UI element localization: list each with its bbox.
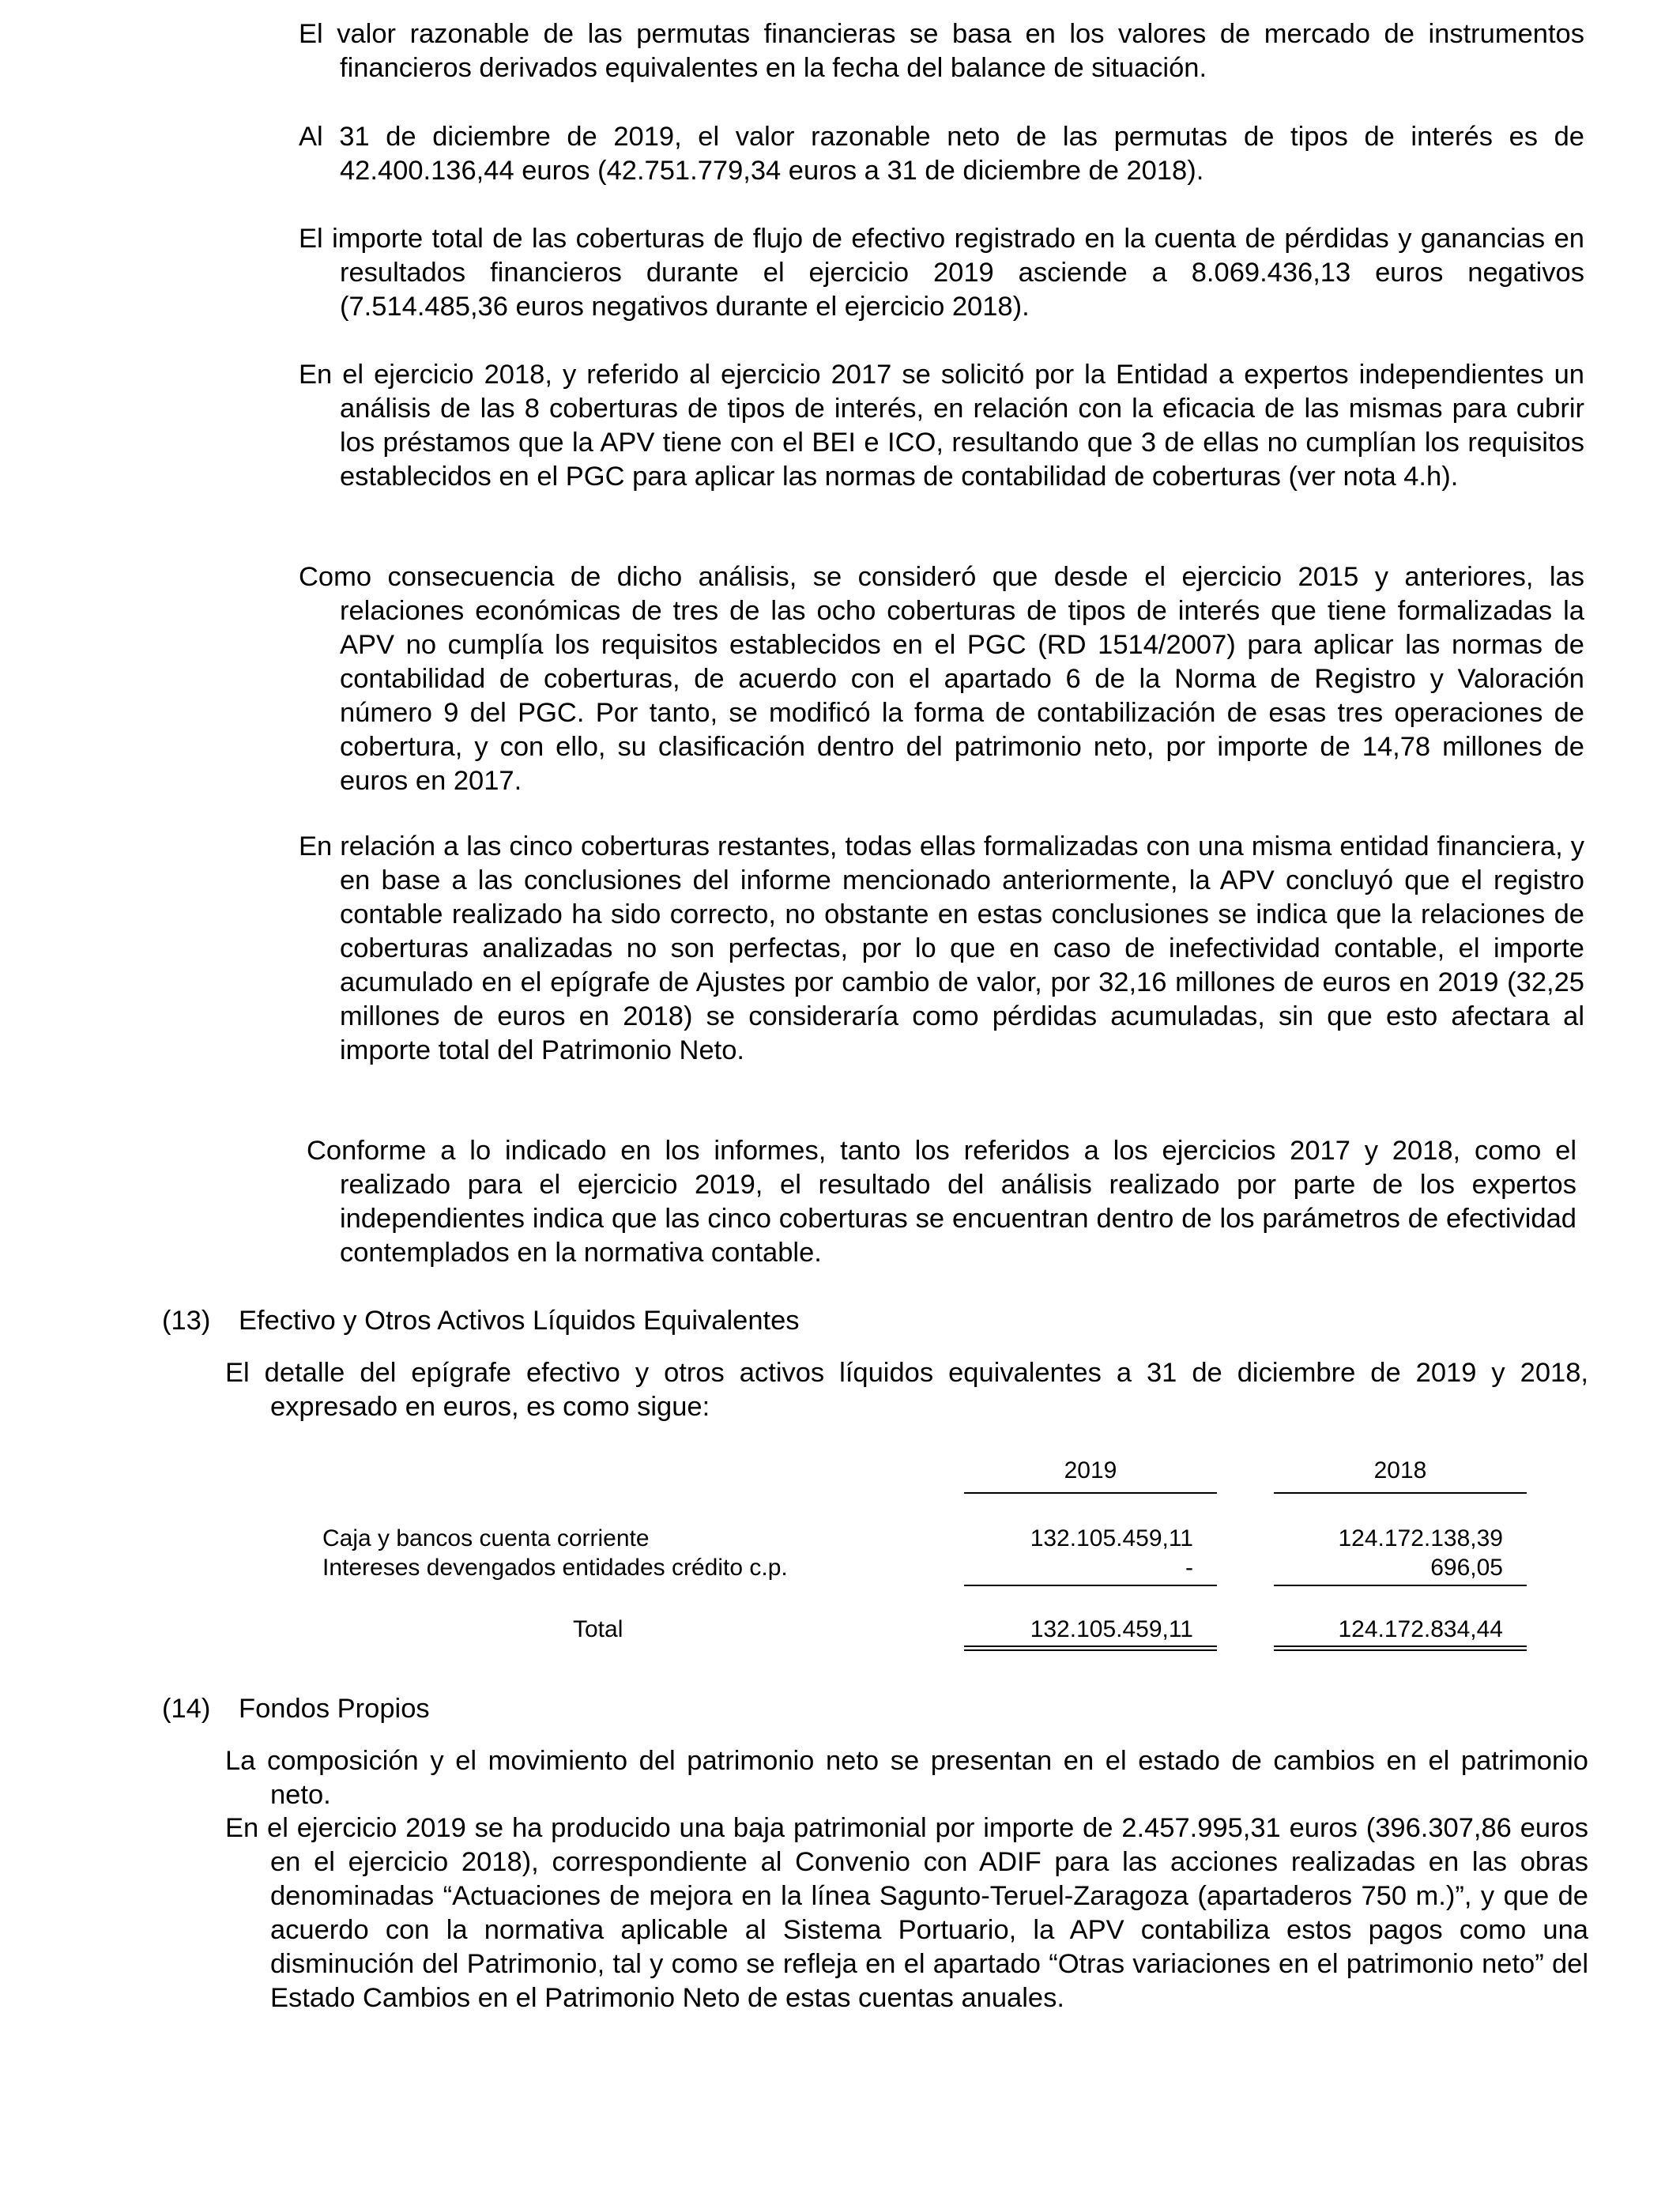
row-value-2018: 124.172.138,39	[1338, 1525, 1503, 1551]
total-value-2018: 124.172.834,44	[1338, 1616, 1503, 1642]
table-header-2018: 2018	[1373, 1457, 1427, 1483]
row-label-intereses: Intereses devengados entidades crédito c.p.	[322, 1555, 788, 1581]
section-13-title: Efectivo y Otros Activos Líquidos Equivalentes	[239, 1306, 800, 1336]
section-14-paragraph-adif: En el ejercicio 2019 se ha producido una baja patrimonial por importe de 2.457.995,31 euros (396.307,86 euros en el ejercicio 2018), correspondiente al Convenio con ADIF para las acciones realizadas en las obras denominadas “Actuaciones de mejora en la línea Sagunto-Teruel-Zaragoza (apartaderos 750 m.)”, y que de acuerdo con la normativa aplicable al Sistema Portuario, la APV contabiliza estos pagos como una disminución del Patrimonio, tal y como se refleja en el apartado “Otras variaciones en el patrimonio neto” del Estado Cambios en el Patrimonio Neto de estas cuentas anuales.	[225, 1813, 1588, 2013]
total-double-rule-2019	[964, 1646, 1217, 1651]
total-label: Total	[573, 1616, 623, 1642]
paragraph-expert-analysis: En el ejercicio 2018, y referido al ejercicio 2017 se solicitó por la Entidad a expertos independientes un análisis de las 8 coberturas de tipos de interés, en relación con la eficacia de las mismas para cubrir los préstamos que la APV tiene con el BEI e ICO, resultando que 3 de ellas no cumplían los requisitos establecidos en el PGC para aplicar las normas de contabilidad de coberturas (ver nota 4.h).	[299, 360, 1584, 492]
row-value-2019: 132.105.459,11	[1030, 1525, 1193, 1551]
total-value-2019: 132.105.459,11	[1030, 1616, 1193, 1642]
section-13-number: (13)	[162, 1306, 211, 1336]
section-14-number: (14)	[162, 1694, 211, 1724]
header-rule-2019	[964, 1492, 1217, 1494]
paragraph-cash-flow-hedges: El importe total de las coberturas de flujo de efectivo registrado en la cuenta de pérdidas y ganancias en resultados financieros durante el ejercicio 2019 asciende a 8.069.436,13 euros negativos (7.514.485,36 euros negativos durante el ejercicio 2018).	[299, 224, 1584, 322]
table-header-2019: 2019	[1064, 1457, 1117, 1483]
header-rule-2018	[1274, 1492, 1527, 1494]
section-14-paragraph-composition: La composición y el movimiento del patrimonio neto se presentan en el estado de cambios en el patrimonio neto.	[225, 1746, 1588, 1810]
subtotal-rule-2019	[964, 1585, 1217, 1586]
section-14-heading	[162, 1692, 430, 1726]
section-14-title: Fondos Propios	[239, 1694, 430, 1724]
row-value-2018: 696,05	[1430, 1555, 1503, 1581]
section-13-heading	[162, 1304, 800, 1338]
paragraph-conclusion: Conforme a lo indicado en los informes, tanto los referidos a los ejercicios 2017 y 2018, como el realizado para el ejercicio 2019, el resultado del análisis realizado por parte de los expertos independientes indica que las cinco coberturas se encuentran dentro de los parámetros de efectividad contemplados en la normativa contable.	[307, 1136, 1576, 1268]
paragraph-remaining-hedges: En relación a las cinco coberturas restantes, todas ellas formalizadas con una misma entidad financiera, y en base a las conclusiones del informe mencionado anteriormente, la APV concluyó que el registro contable realizado ha sido correcto, no obstante en estas conclusiones se indica que la relaciones de coberturas analizadas no son perfectas, por lo que en caso de inefectividad contable, el importe acumulado en el epígrafe de Ajustes por cambio de valor, por 32,16 millones de euros en 2019 (32,25 millones de euros en 2018) se consideraría como pérdidas acumuladas, sin que esto afectara al importe total del Patrimonio Neto.	[299, 831, 1584, 1065]
total-double-rule-2018	[1274, 1646, 1527, 1651]
row-label-caja: Caja y bancos cuenta corriente	[322, 1525, 650, 1551]
subtotal-rule-2018	[1274, 1585, 1527, 1586]
paragraph-fair-value-basis: El valor razonable de las permutas financieras se basa en los valores de mercado de instrumentos financieros derivados equivalentes en la fecha del balance de situación.	[299, 19, 1584, 83]
paragraph-consequence: Como consecuencia de dicho análisis, se consideró que desde el ejercicio 2015 y anteriores, las relaciones económicas de tres de las ocho coberturas de tipos de interés que tiene formalizadas la APV no cumplía los requisitos establecidos en el PGC (RD 1514/2007) para aplicar las normas de contabilidad de coberturas, de acuerdo con el apartado 6 de la Norma de Registro y Valoración número 9 del PGC. Por tanto, se modificó la forma de contabilización de esas tres operaciones de cobertura, y con ello, su clasificación dentro del patrimonio neto, por importe de 14,78 millones de euros en 2017.	[299, 562, 1584, 796]
row-value-2019: -	[1185, 1555, 1193, 1581]
paragraph-net-fair-value: Al 31 de diciembre de 2019, el valor razonable neto de las permutas de tipos de interés es de 42.400.136,44 euros (42.751.779,34 euros a 31 de diciembre de 2018).	[299, 122, 1584, 186]
section-13-intro: El detalle del epígrafe efectivo y otros activos líquidos equivalentes a 31 de diciembre de 2019 y 2018, expresado en euros, es como sigue:	[225, 1358, 1588, 1422]
